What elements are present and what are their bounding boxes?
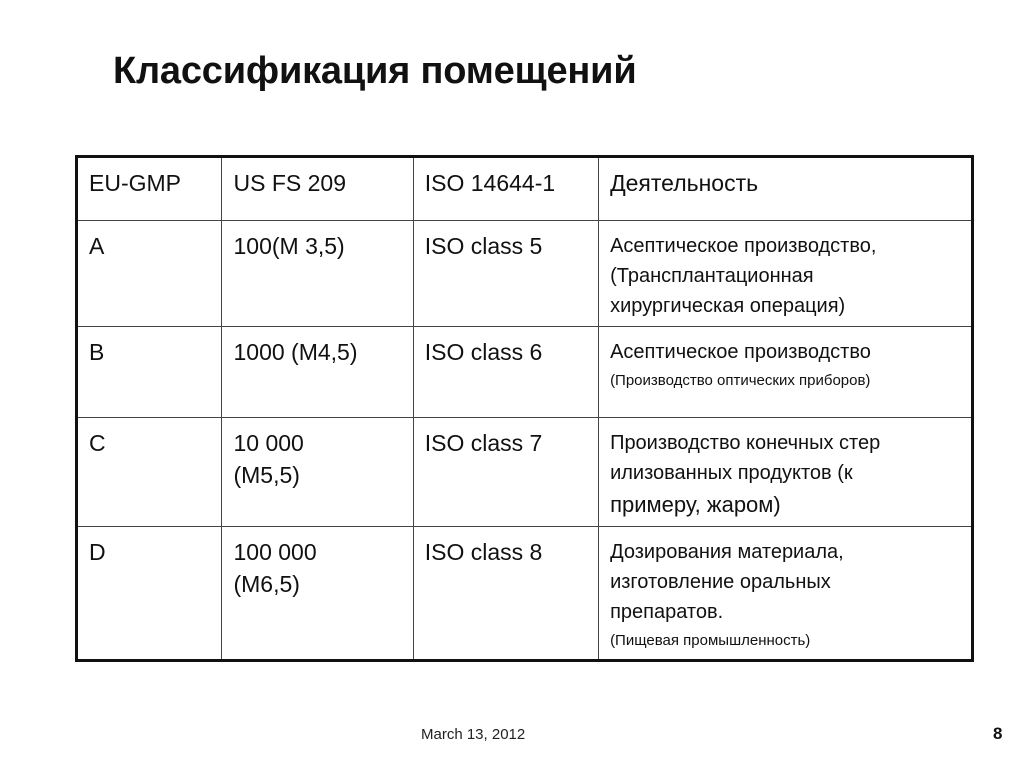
cell-activity	[599, 418, 973, 527]
cell-us-fs: 1000 (М4,5)	[222, 327, 413, 418]
activity-note: (Производство оптических приборов)	[610, 372, 871, 389]
header-iso-14644: ISO 14644-1	[413, 157, 598, 221]
header-us-fs-209: US FS 209	[222, 157, 413, 221]
table-row	[77, 327, 973, 418]
us-fs-line: (М5,5)	[233, 461, 300, 488]
cell-us-fs	[222, 418, 413, 527]
classification-table	[75, 155, 974, 662]
activity-line: Производство конечных стер	[610, 432, 881, 454]
footer-date: March 13, 2012	[421, 726, 526, 743]
cell-eu-gmp: D	[77, 527, 222, 661]
table-header-row	[77, 157, 973, 221]
cell-us-fs	[222, 527, 413, 661]
us-fs-line: 10 000	[233, 430, 304, 456]
slide-title: Классификация помещений	[113, 50, 637, 92]
cell-iso: ISO class 7	[413, 418, 598, 527]
us-fs-line: 100 000	[233, 539, 317, 565]
activity-note: (Пищевая промышленность)	[610, 632, 811, 649]
header-eu-gmp: EU-GMP	[77, 157, 222, 221]
cell-activity	[599, 327, 973, 418]
table-row	[77, 221, 973, 327]
activity-line: хирургическая операция)	[610, 295, 846, 317]
activity-line: Асептическое производство,	[610, 235, 877, 257]
activity-line: Асептическое производство	[610, 341, 871, 363]
cell-eu-gmp: B	[77, 327, 222, 418]
activity-line: изготовление оральных	[610, 571, 831, 593]
activity-line: илизованных продуктов (к	[610, 462, 853, 484]
cell-activity	[599, 221, 973, 327]
activity-line: (Трансплантационная	[610, 265, 814, 287]
cell-iso: ISO class 8	[413, 527, 598, 661]
cell-eu-gmp: A	[77, 221, 222, 327]
activity-line: Дозирования материала,	[610, 541, 844, 563]
header-activity: Деятельность	[599, 157, 973, 221]
cell-activity	[599, 527, 973, 661]
cell-iso: ISO class 6	[413, 327, 598, 418]
cell-us-fs: 100(М 3,5)	[222, 221, 413, 327]
activity-line: примеру, жаром)	[610, 492, 781, 517]
us-fs-line: (М6,5)	[233, 570, 300, 597]
page-number: 8	[993, 724, 1003, 743]
cell-iso: ISO class 5	[413, 221, 598, 327]
activity-line: препаратов.	[610, 601, 724, 623]
cell-eu-gmp: C	[77, 418, 222, 527]
table-row	[77, 527, 973, 661]
table-row	[77, 418, 973, 527]
